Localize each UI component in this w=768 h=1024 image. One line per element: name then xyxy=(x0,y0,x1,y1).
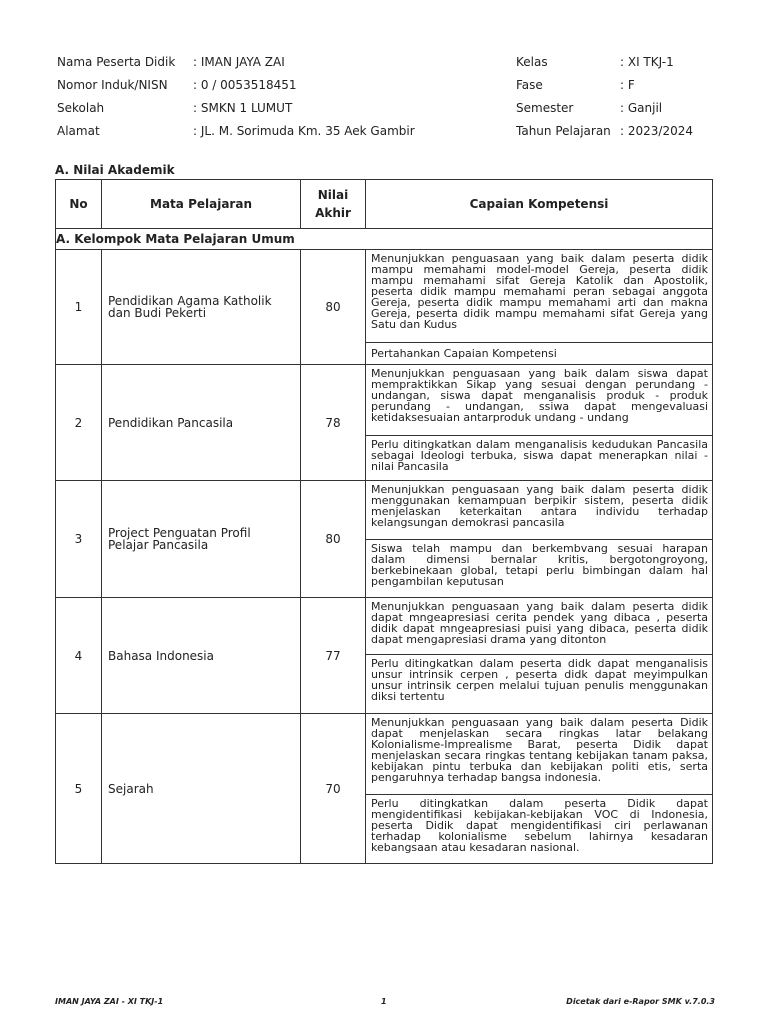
row-score: 78 xyxy=(301,365,366,481)
address-label: Alamat xyxy=(57,124,100,138)
address-value: : JL. M. Sorimuda Km. 35 Aek Gambir xyxy=(193,124,415,138)
group-label: A. Kelompok Mata Pelajaran Umum xyxy=(56,229,713,250)
row-no: 2 xyxy=(56,365,102,481)
header-score xyxy=(301,180,366,229)
class-label: Kelas xyxy=(516,55,548,69)
school-label: Sekolah xyxy=(57,101,105,115)
header-score-line1: Nilai xyxy=(317,188,349,202)
table-row xyxy=(56,598,713,655)
row-competency-improve: Perlu ditingkatkan dalam menganalisis kedudukan Pancasila sebagai Ideologi terbuka, siswa dapat menerapkan nilai - nilai Pancasila xyxy=(366,436,713,481)
grades-table xyxy=(55,179,713,864)
header-score-line2: Akhir xyxy=(315,206,351,220)
row-competency-improve: Siswa telah mampu dan berkembvang sesuai harapan dalam dimensi bernalar kritis, bergotongroyong, berkebinekaan global, tetapi perlu bimbingan dalam hal pengambilan keputusan xyxy=(366,540,713,598)
phase-label: Fase xyxy=(516,78,543,92)
row-competency-achieved: Menunjukkan penguasaan yang baik dalam siswa dapat mempraktikkan Sikap yang sesuai dengan perundang - undangan, siswa dapat menganalisis produk - produk perundang - undangan, ssiwa dapat mengevaluasi ketidaksesuaian antarproduk undang - undang xyxy=(366,365,713,436)
row-no: 1 xyxy=(56,250,102,365)
name-label: Nama Peserta Didik xyxy=(57,55,176,69)
semester-value: : Ganjil xyxy=(620,101,663,115)
table-header-row xyxy=(56,180,713,229)
row-subject: Project Penguatan Profil Pelajar Pancasila xyxy=(102,481,301,598)
year-label: Tahun Pelajaran xyxy=(516,124,611,138)
table-row xyxy=(56,250,713,343)
class-value: : XI TKJ-1 xyxy=(620,55,674,69)
semester-label: Semester xyxy=(516,101,574,115)
row-score: 80 xyxy=(301,250,366,365)
table-row xyxy=(56,481,713,540)
row-competency-improve: Perlu ditingkatkan dalam peserta Didik dapat mengidentifikasi kebijakan-kebijakan VOC di Indonesia, peserta Didik dapat mengidentifikasi ciri perlawanan terhadap kolonialisme sebelum lahirnya kesadaran kebangsaan atau kesadaran nasional. xyxy=(366,795,713,864)
school-value: : SMKN 1 LUMUT xyxy=(193,101,293,115)
header-subject: Mata Pelajaran xyxy=(102,180,301,229)
nisn-value: : 0 / 0053518451 xyxy=(193,78,297,92)
row-no: 5 xyxy=(56,714,102,864)
row-competency-achieved: Menunjukkan penguasaan yang baik dalam peserta didik menggunakan kemampuan berpikir sistem, peserta didik menjelaskan keterkaitan antara individu terhadap kelangsungan demokrasi pancasila xyxy=(366,481,713,540)
row-score: 80 xyxy=(301,481,366,598)
row-competency-improve: Pertahankan Capaian Kompetensi xyxy=(366,343,713,365)
section-title: A. Nilai Akademik xyxy=(55,163,175,177)
page-footer xyxy=(55,997,715,1009)
row-subject: Bahasa Indonesia xyxy=(102,598,301,714)
table-row xyxy=(56,365,713,436)
row-competency-achieved: Menunjukkan penguasaan yang baik dalam peserta Didik dapat menjelaskan secara ringkas latar belakang Kolonialisme-Imprealisme Barat, peserta Didik dapat menjelaskan secara ringkas tentang kebijakan tanam paksa, kebijakan pintu terbuka dan kebijakan politi etis, serta pengaruhnya terhadap bangsa indonesia. xyxy=(366,714,713,795)
row-competency-achieved: Menunjukkan penguasaan yang baik dalam peserta didik mampu memahami model-model Gereja, peserta didik mampu memahami sifat Gereja Katolik dan Apostolik, peserta didik mampu memahami peran sebagai anggota Gereja, peserta didik mampu memahami arti dan makna Gereja, peserta didik mampu memahami sifat Gereja yang Satu dan Kudus xyxy=(366,250,713,343)
phase-value: : F xyxy=(620,78,635,92)
row-score: 70 xyxy=(301,714,366,864)
header-competency: Capaian Kompetensi xyxy=(366,180,713,229)
table-row xyxy=(56,714,713,795)
group-row xyxy=(56,229,713,250)
row-subject: Pendidikan Agama Katholik dan Budi Pekerti xyxy=(102,250,301,365)
row-competency-achieved: Menunjukkan penguasaan yang baik dalam peserta didik dapat mngeapresiasi cerita pendek yang dibaca , peserta didik dapat mngeapresiasi puisi yang dibaca, peserta didik dapat mengapresiasi drama yang ditonton xyxy=(366,598,713,655)
row-no: 3 xyxy=(56,481,102,598)
name-value: : IMAN JAYA ZAI xyxy=(193,55,285,69)
footer-page-number: 1 xyxy=(381,997,387,1006)
row-no: 4 xyxy=(56,598,102,714)
header-no: No xyxy=(56,180,102,229)
footer-student: IMAN JAYA ZAI - XI TKJ-1 xyxy=(55,997,164,1006)
year-value: : 2023/2024 xyxy=(620,124,693,138)
row-subject: Sejarah xyxy=(102,714,301,864)
row-score: 77 xyxy=(301,598,366,714)
row-subject: Pendidikan Pancasila xyxy=(102,365,301,481)
row-competency-improve: Perlu ditingkatkan dalam peserta didk dapat menganalisis unsur intrinsik cerpen , peserta didk dapat meyimpulkan unsur intrinsik cerpen melalui tujuan penulis menggunakan diksi tertentu xyxy=(366,655,713,714)
footer-printed-by: Dicetak dari e-Rapor SMK v.7.0.3 xyxy=(566,997,715,1006)
nisn-label: Nomor Induk/NISN xyxy=(57,78,168,92)
